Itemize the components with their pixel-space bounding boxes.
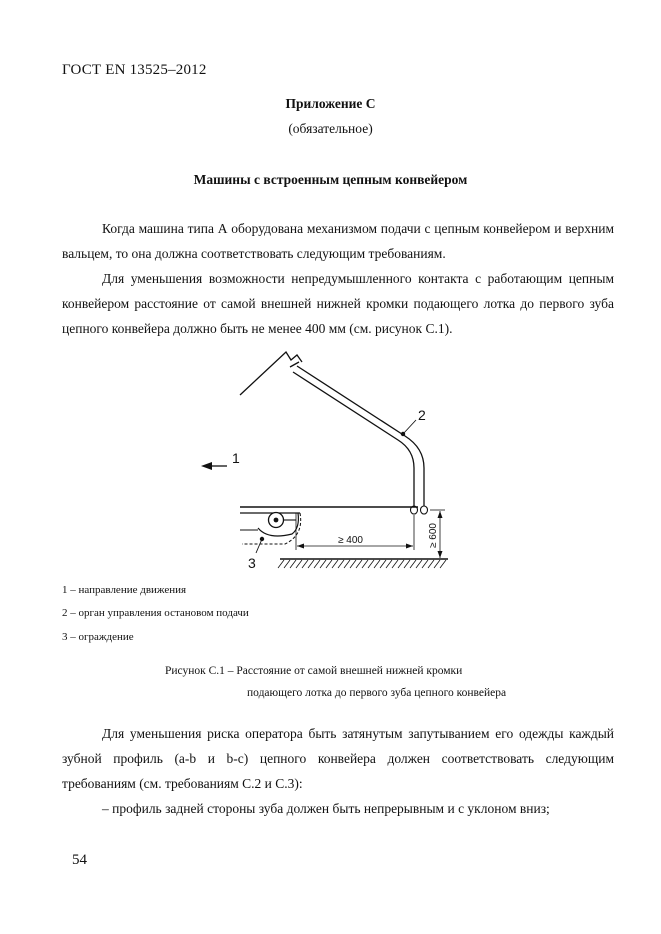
callout-3-label: 3 (248, 555, 256, 571)
legend-item-2: 2 – орган управления остановом подачи (62, 607, 249, 619)
floor-hatch-line (344, 560, 350, 568)
figure-caption-line-2: подающего лотка до первого зуба цепного конвейера (247, 687, 507, 699)
paragraph-1-text: Когда машина типа А оборудована механизмом подачи с цепным конвейером и верхним вальцем, то она должна соответствовать следующим требованиям. (62, 221, 614, 261)
paragraph-2-text: Для уменьшения возможности непредумышленного контакта с работающим цепным конвейером расстояние от самой внешней нижней кромки подающего лотка до первого зуба цепного конвейера должно быть не менее 400 мм (см. рисунок С.1). (62, 271, 614, 336)
legend-item-3: 3 – ограждение (62, 631, 134, 643)
dim-400-arrow-right (406, 544, 413, 549)
floor-hatch-line (398, 560, 404, 568)
floor-hatch-line (356, 560, 362, 568)
dim-400-arrow-left (297, 544, 304, 549)
floor-hatch-line (380, 560, 386, 568)
floor-hatch-line (314, 560, 320, 568)
machine-body-outline (240, 352, 302, 395)
dim-400-label: ≥ 400 (338, 535, 363, 546)
paragraph-1 (62, 216, 614, 266)
floor-hatch-line (320, 560, 326, 568)
floor-hatch-line (374, 560, 380, 568)
paragraph-4-text: – профиль задней стороны зуба должен быть непрерывным и с уклоном вниз; (102, 801, 550, 816)
floor-hatching (278, 560, 446, 568)
callout-1-label: 1 (232, 450, 240, 466)
callout-3-leader (256, 539, 262, 553)
direction-arrow-head (201, 462, 212, 470)
floor-hatch-line (302, 560, 308, 568)
callout-2-leader (403, 420, 416, 434)
dim-600-arrow-top (438, 511, 443, 518)
sprocket-hub (274, 518, 279, 523)
floor-hatch-line (350, 560, 356, 568)
section-title: Машины с встроенным цепным конвейером (193, 172, 468, 187)
paragraph-3 (62, 721, 614, 796)
figure-caption-line-1: Рисунок С.1 – Расстояние от самой внешней нижней кромки (165, 665, 463, 677)
floor-hatch-line (362, 560, 368, 568)
floor-hatch-line (278, 560, 284, 568)
dim-600-label: ≥ 600 (428, 523, 439, 548)
paragraph-4 (62, 796, 614, 821)
floor-hatch-line (392, 560, 398, 568)
callout-2-label: 2 (418, 407, 426, 423)
floor-hatch-line (386, 560, 392, 568)
annex-subtitle: (обязательное) (288, 121, 373, 136)
stop-bar-foot-right (421, 506, 428, 514)
stop-bar-outer-line (293, 372, 414, 508)
paragraph-2 (62, 266, 614, 341)
floor-hatch-line (422, 560, 428, 568)
floor-hatch-line (290, 560, 296, 568)
floor-hatch-line (338, 560, 344, 568)
floor-hatch-line (296, 560, 302, 568)
floor-hatch-line (434, 560, 440, 568)
floor-hatch-line (326, 560, 332, 568)
floor-hatch-line (428, 560, 434, 568)
floor-hatch-line (284, 560, 290, 568)
dim-600-arrow-bottom (438, 551, 443, 558)
floor-hatch-line (416, 560, 422, 568)
floor-hatch-line (410, 560, 416, 568)
floor-hatch-line (440, 560, 446, 568)
standard-header: ГОСТ EN 13525–2012 (62, 62, 207, 78)
floor-hatch-line (308, 560, 314, 568)
annex-title: Приложение С (285, 96, 376, 111)
figure-c1-drawing (0, 350, 661, 580)
legend-item-1: 1 – направление движения (62, 584, 187, 596)
floor-hatch-line (332, 560, 338, 568)
paragraph-3-text: Для уменьшения риска оператора быть затянутым запутыванием его одежды каждый зубной профиль (a-b и b-c) цепного конвейера должен соответствовать следующим требованиям (см. требованиям С.2 и С.3): (62, 726, 614, 791)
floor-hatch-line (368, 560, 374, 568)
floor-hatch-line (404, 560, 410, 568)
page-number: 54 (72, 852, 87, 868)
